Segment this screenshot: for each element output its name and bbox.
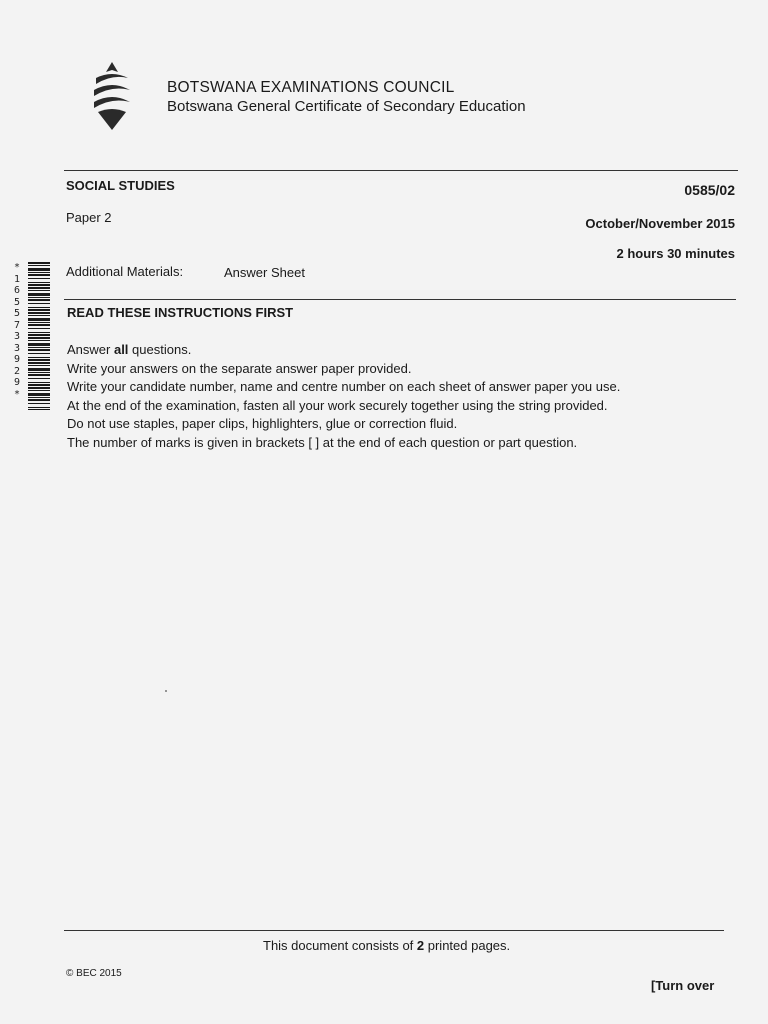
instruction-item: Write your answers on the separate answer paper provided.	[67, 360, 412, 376]
barcode-bar	[28, 309, 50, 311]
instructions-list	[67, 341, 620, 453]
barcode-bar	[28, 328, 50, 329]
barcode-bar	[28, 357, 50, 358]
barcode-bar	[28, 312, 50, 314]
barcode-icon	[28, 262, 50, 410]
barcode-bar	[28, 382, 50, 383]
barcode-bar	[28, 284, 50, 286]
barcode-digit: 2	[13, 365, 21, 377]
barcode-bar	[28, 265, 50, 266]
instructions-title: READ THESE INSTRUCTIONS FIRST	[67, 305, 294, 320]
barcode-bar	[28, 353, 50, 354]
barcode-bar	[28, 390, 50, 391]
barcode-bar	[28, 315, 50, 316]
barcode-digit: 9	[13, 354, 21, 365]
barcode-bar	[28, 343, 50, 346]
barcode-digit: 5	[13, 308, 21, 319]
instruction-item: Write your candidate number, name and centre number on each sheet of answer paper you use.	[67, 379, 621, 395]
org-name: BOTSWANA EXAMINATIONS COUNCIL	[167, 79, 455, 96]
barcode-digit: 9	[13, 377, 21, 388]
scan-speck	[165, 690, 167, 692]
barcode-digit: 1	[13, 273, 21, 285]
barcode-bar	[28, 340, 50, 341]
barcode-digit: 3	[13, 331, 21, 342]
bec-logo-icon	[88, 60, 136, 132]
barcode-bar	[28, 403, 50, 404]
materials-label: Additional Materials:	[66, 264, 184, 279]
barcode-bar	[28, 334, 50, 336]
barcode-bar	[28, 318, 50, 321]
barcode-bar	[28, 407, 50, 408]
copyright: © BEC 2015	[66, 968, 122, 979]
barcode-bar	[28, 409, 50, 410]
barcode-bar	[28, 299, 50, 301]
barcode-bar	[28, 282, 50, 283]
barcode-bar	[28, 393, 50, 396]
turn-over: [Turn over	[651, 978, 715, 993]
exam-duration: 2 hours 30 minutes	[616, 246, 735, 261]
barcode-bar	[28, 374, 50, 376]
barcode-bar	[28, 362, 50, 364]
barcode-bar	[28, 378, 50, 379]
barcode-digit: *	[13, 388, 21, 400]
instruction-item: Do not use staples, paper clips, highlighters, glue or correction fluid.	[67, 416, 458, 432]
barcode-number	[10, 262, 24, 400]
org-subtitle: Botswana General Certificate of Secondary Education	[167, 98, 526, 115]
barcode-bar	[28, 372, 50, 373]
barcode-bar	[28, 399, 50, 401]
barcode-digit: 6	[13, 285, 21, 296]
barcode-digit: 5	[13, 296, 21, 308]
barcode-bar	[28, 268, 50, 271]
barcode-bar	[28, 349, 50, 351]
footer-rule	[64, 930, 724, 931]
barcode-bar	[28, 365, 50, 366]
page-count-note: This document consists of 2 printed pages.	[263, 938, 511, 953]
barcode-bar	[28, 307, 50, 308]
barcode-digit: *	[13, 262, 21, 273]
barcode-bar	[28, 290, 50, 291]
barcode-bar	[28, 387, 50, 389]
barcode-bar	[28, 347, 50, 348]
materials-value: Answer Sheet	[224, 265, 305, 280]
barcode-bar	[28, 359, 50, 361]
barcode-digit: 3	[13, 342, 21, 354]
instruction-item: The number of marks is given in brackets [ ] at the end of each question or part question.	[67, 434, 578, 450]
barcode-bar	[28, 274, 50, 276]
subject-title: SOCIAL STUDIES	[66, 178, 175, 193]
barcode-bar	[28, 368, 50, 371]
barcode-bar	[28, 337, 50, 339]
barcode-bar	[28, 272, 50, 273]
instruction-item: At the end of the examination, fasten all your work securely together using the string provided.	[67, 397, 608, 413]
barcode-bar	[28, 287, 50, 289]
barcode-digit: 7	[13, 319, 21, 331]
barcode-bar	[28, 322, 50, 323]
barcode-bar	[28, 332, 50, 333]
header-rule	[64, 170, 738, 171]
barcode-bar	[28, 262, 50, 264]
instructions-rule	[64, 299, 736, 300]
barcode-bar	[28, 397, 50, 398]
paper-code: 0585/02	[684, 182, 735, 198]
barcode-bar	[28, 384, 50, 386]
instruction-item: Answer all questions.	[67, 342, 192, 357]
exam-session: October/November 2015	[585, 216, 735, 231]
barcode-bar	[28, 297, 50, 298]
barcode-bar	[28, 324, 50, 326]
barcode-bar	[28, 293, 50, 296]
barcode-bar	[28, 303, 50, 304]
paper-number: Paper 2	[66, 210, 112, 225]
barcode-bar	[28, 278, 50, 279]
